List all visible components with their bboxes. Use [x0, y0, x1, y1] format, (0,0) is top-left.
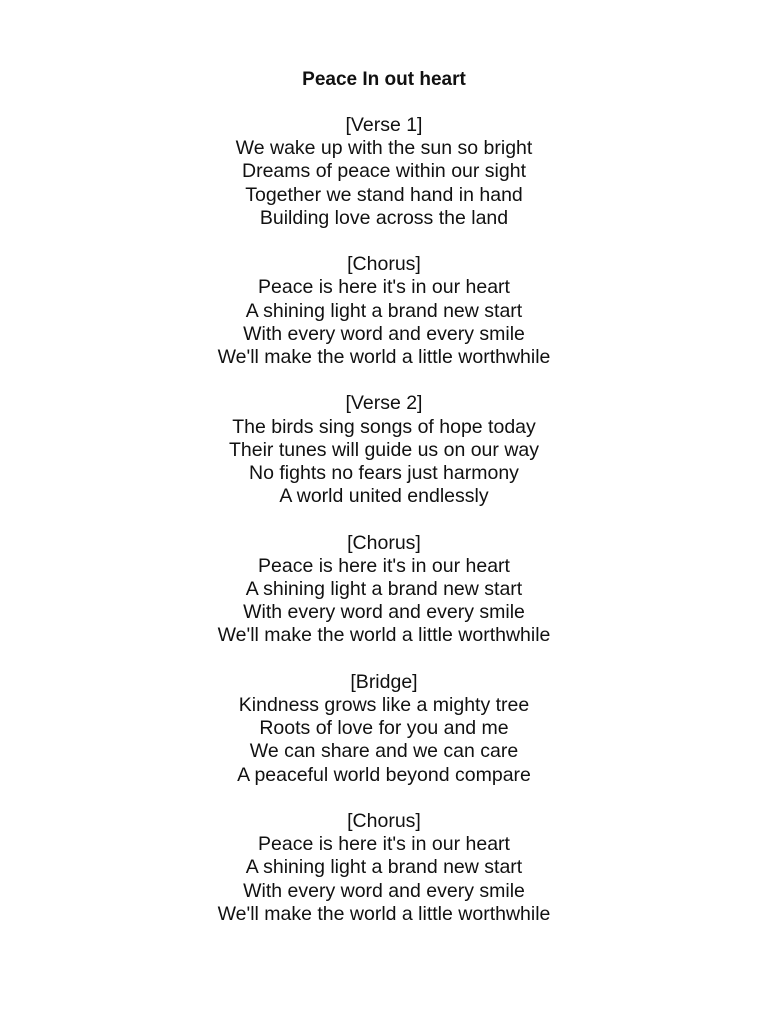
lyric-line: Peace is here it's in our heart	[258, 554, 510, 577]
lyric-line: Their tunes will guide us on our way	[229, 438, 539, 461]
section-heading: [Chorus]	[347, 810, 421, 833]
section-chorus-1	[0, 253, 768, 369]
section-heading: [Chorus]	[347, 253, 421, 276]
lyrics-body	[0, 114, 768, 949]
lyric-line: With every word and every smile	[243, 879, 525, 902]
lyric-line: Building love across the land	[259, 206, 509, 229]
section-heading: [Bridge]	[350, 670, 418, 693]
lyric-line: A shining light a brand new start	[245, 578, 523, 601]
section-chorus-2	[0, 532, 768, 648]
lyric-line: A shining light a brand new start	[245, 856, 523, 879]
song-title: Peace In out heart	[302, 69, 466, 90]
lyric-line: We'll make the world a little worthwhile	[217, 624, 551, 647]
lyric-line: With every word and every smile	[243, 322, 525, 345]
section-heading: [Verse 1]	[345, 114, 423, 136]
section-chorus-3	[0, 810, 768, 926]
lyric-line: We wake up with the sun so bright	[235, 137, 533, 160]
lyric-line: Kindness grows like a mighty tree	[238, 694, 530, 717]
lyric-line: Dreams of peace within our sight	[242, 160, 526, 183]
lyric-line: Roots of love for you and me	[259, 717, 509, 740]
section-bridge	[0, 671, 768, 787]
lyric-line: The birds sing songs of hope today	[232, 415, 536, 438]
lyric-line: Peace is here it's in our heart	[258, 833, 510, 856]
lyric-line: We'll make the world a little worthwhile	[217, 902, 551, 925]
lyric-line: We can share and we can care	[249, 740, 519, 763]
section-heading: [Chorus]	[347, 531, 421, 554]
lyric-line: Peace is here it's in our heart	[258, 276, 510, 299]
section-verse-2	[0, 392, 768, 508]
section-heading: [Verse 2]	[345, 392, 423, 415]
lyric-line: Together we stand hand in hand	[245, 183, 523, 206]
section-verse-1	[0, 114, 768, 230]
lyric-line: With every word and every smile	[243, 601, 525, 624]
lyric-line: A world united endlessly	[279, 485, 489, 508]
lyric-line: A shining light a brand new start	[245, 299, 523, 322]
lyric-line: We'll make the world a little worthwhile	[217, 346, 551, 369]
lyric-line: A peaceful world beyond compare	[237, 763, 531, 786]
lyric-line: No fights no fears just harmony	[249, 462, 519, 485]
